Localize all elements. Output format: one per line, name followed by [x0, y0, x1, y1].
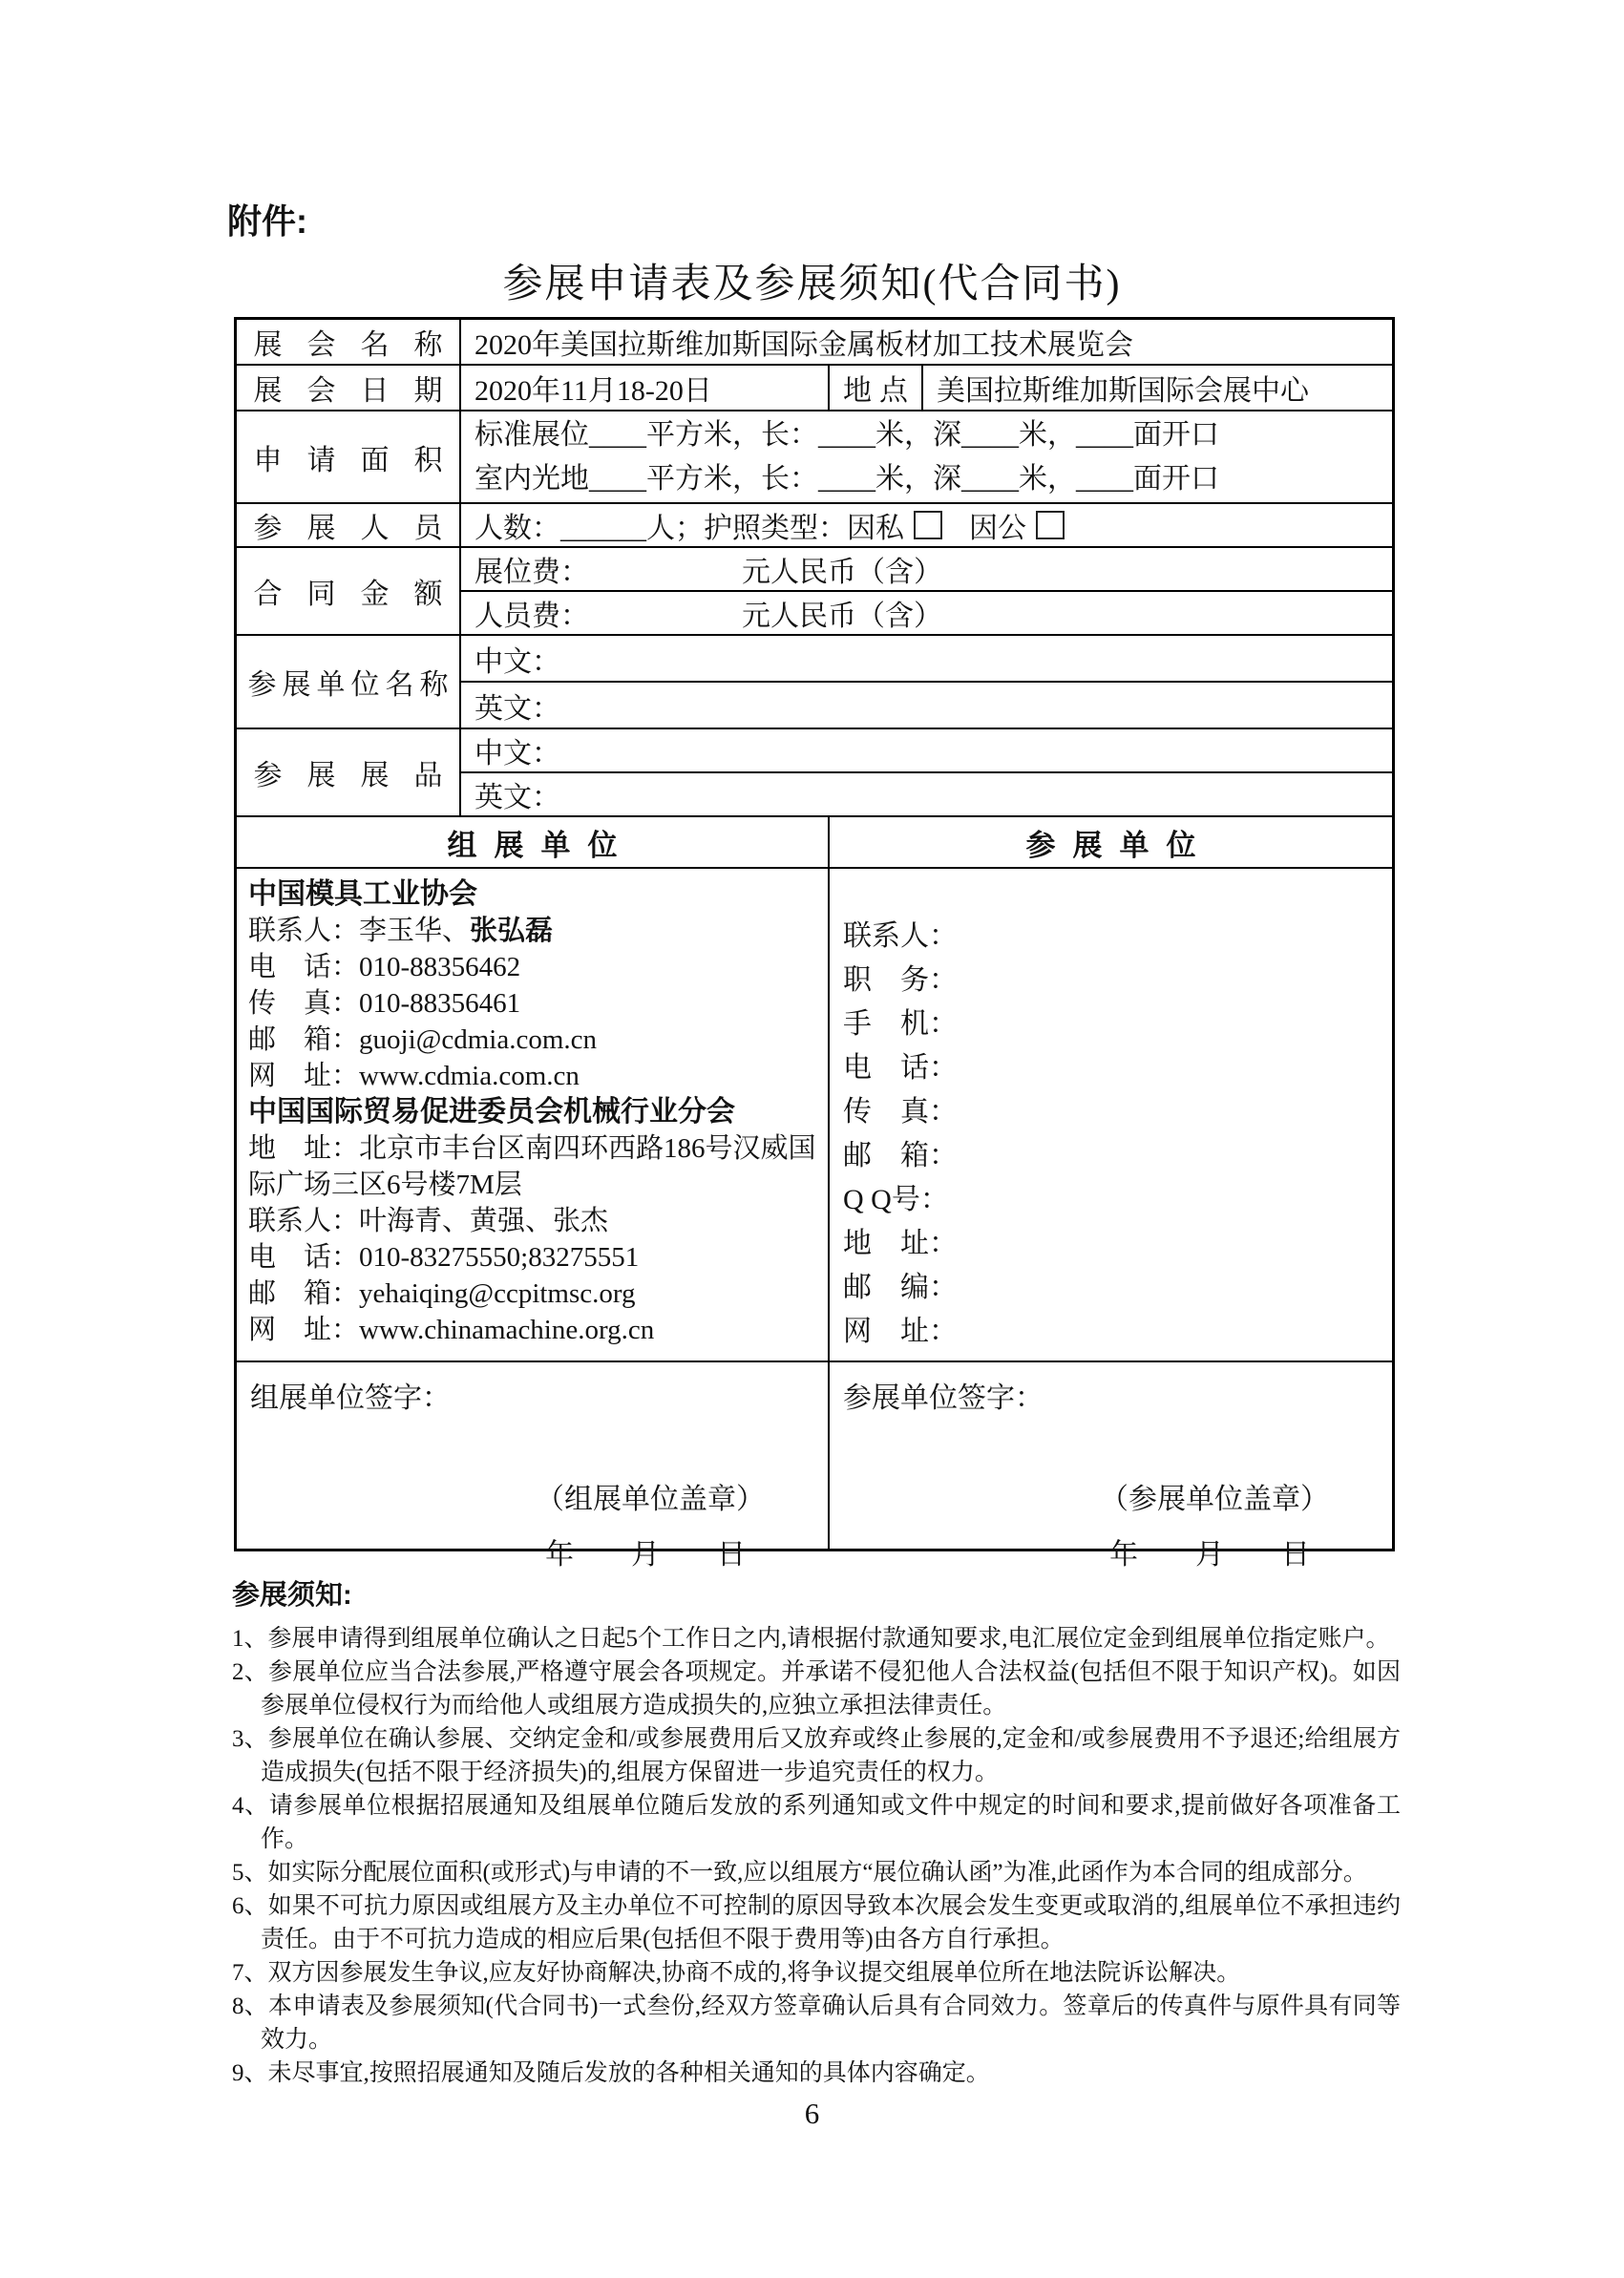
- notice-item-3: 3、参展单位在确认参展、交纳定金和/或参展费用后又放弃或终止参展的,定金和/或参展费用不予退还;给组展方造成损失(包括不限于经济损失)的,组展方保留进一步追究责任的权力。: [232, 1726, 1401, 1785]
- exhibitor-seal-label: （参展单位盖章）: [1100, 1484, 1329, 1515]
- exhibitor-field-line: [843, 1090, 1381, 1134]
- booth-fee-line: [461, 548, 1392, 590]
- organizer-org-name: 中国模具工业协会: [248, 878, 477, 910]
- exhibitor-field-label: 地 址：: [843, 1228, 958, 1259]
- exhibitor-field-label: 网 址：: [843, 1316, 958, 1347]
- notice-item-7: 7、双方因参展发生争议,应友好协商解决,协商不成的,将争议提交组展单位所在地法院诉讼解决。: [232, 1960, 1241, 1986]
- notice-item-8: 8、本申请表及参展须知(代合同书)一式叁份,经双方签章确认后具有合同效力。签章后的传真件与原件具有同等效力。: [232, 1993, 1401, 2053]
- exhibitor-fields-column: [830, 869, 1392, 1360]
- row-contract-amount: [237, 546, 1392, 634]
- exhibitor-field-label: 传 真：: [843, 1096, 958, 1128]
- staff-fee-label: 人员费：: [475, 601, 589, 632]
- exhibitor-field-line: [843, 1002, 1381, 1046]
- row-signatures: [237, 1360, 1392, 1571]
- field-value: 李玉华、: [359, 916, 471, 946]
- notice-item-4: 4、请参展单位根据招展通知及组展单位随后发放的系列通知或文件中规定的时间和要求,提前做好各项准备工作。: [232, 1793, 1401, 1852]
- field-value: yehaiqing@ccpitmsc.org: [359, 1278, 636, 1309]
- field-value-bold: 张弘磊: [470, 916, 554, 946]
- organizer-signature-cell[interactable]: [237, 1362, 830, 1571]
- notice-item-9: 9、未尽事宜,按照招展通知及随后发放的各种相关通知的具体内容确定。: [232, 2060, 990, 2086]
- exhibition-date-label-cell: [237, 366, 468, 410]
- organizer-seal-label: （组展单位盖章）: [536, 1484, 765, 1515]
- staff-label-cell: [237, 504, 468, 546]
- field-label: 电 话：: [248, 1242, 360, 1273]
- exhibitor-signature-cell[interactable]: [830, 1362, 1392, 1571]
- standard-booth-line[interactable]: 标准展位____平方米，长：____米，深____米，____面开口: [475, 418, 1219, 451]
- exhibition-name-value: 2020年美国拉斯维加斯国际金属板材加工技术展览会: [475, 329, 1133, 361]
- attachment-label: 附件:: [227, 201, 307, 241]
- booth-area-label-cell: [237, 411, 468, 502]
- field-value: www.cdmia.com.cn: [359, 1061, 580, 1091]
- exhibitor-field-line: [843, 1046, 1381, 1090]
- organizer-info-line: [248, 985, 816, 1022]
- application-table: [234, 317, 1395, 1571]
- field-label: 邮 箱：: [248, 1024, 360, 1055]
- organizer-info-line: [248, 1312, 816, 1348]
- exhibitor-field-blank-6[interactable]: [958, 1134, 1381, 1178]
- exhibitor-field-blank-8[interactable]: [958, 1222, 1381, 1266]
- field-value: 010-88356461: [359, 988, 521, 1019]
- booth-area-blanks[interactable]: [461, 411, 1392, 502]
- exhibition-name-label: 展会名称: [253, 329, 468, 361]
- exhibitor-field-line: [843, 1178, 1381, 1222]
- exhibitor-field-line: [843, 959, 1381, 1002]
- exhibits-en-blank[interactable]: 英文：: [461, 771, 1392, 815]
- exhibitor-field-label: 职 务：: [843, 964, 958, 996]
- field-label: 传 真：: [248, 988, 360, 1019]
- exhibitor-date-blank[interactable]: 年 月 日: [1109, 1539, 1310, 1571]
- exhibitor-field-blank-7[interactable]: [949, 1178, 1381, 1222]
- exhibitor-field-line: [843, 1310, 1381, 1354]
- company-name-label-cell: [237, 636, 461, 728]
- field-label: 邮 箱：: [248, 1278, 360, 1309]
- organizer-info-line: [248, 1130, 816, 1203]
- organizer-info-column: [237, 869, 830, 1360]
- row-section-header: [237, 815, 1392, 867]
- organizer-sign-label: 组展单位签字：: [250, 1382, 451, 1414]
- row-exhibits: [237, 728, 1392, 815]
- field-value: guoji@cdmia.com.cn: [359, 1024, 597, 1055]
- field-label: 电 话：: [248, 952, 360, 982]
- exhibitor-field-label: Q Q号：: [843, 1184, 949, 1215]
- notice-item-6: 6、如果不可抗力原因或组展方及主办单位不可控制的原因导致本次展会发生变更或取消的,组展单位不承担违约责任。由于不可抗力造成的相应后果(包括但不限于费用等)由各方自行承担。: [232, 1893, 1401, 1952]
- field-label: 联系人：: [248, 1206, 360, 1236]
- row-company-name: [237, 634, 1392, 728]
- exhibitor-field-blank-4[interactable]: [958, 1046, 1381, 1090]
- exhibitor-field-line: [843, 915, 1381, 959]
- company-name-values: [461, 636, 1392, 728]
- contract-amount-label-cell: [237, 548, 468, 634]
- field-value: 010-83275550;83275551: [359, 1242, 640, 1273]
- exhibitor-header-cell: [830, 817, 1392, 867]
- row-booth-area: [237, 410, 1392, 502]
- page-title: 参展申请表及参展须知(代合同书): [502, 263, 1122, 306]
- organizer-date-blank[interactable]: 年 月 日: [545, 1539, 746, 1571]
- passport-private-label: 因私: [847, 513, 904, 544]
- notice-item-1: 1、参展申请得到组展单位确认之日起5个工作日之内,请根据付款通知要求,电汇展位定金到组展单位指定账户。: [232, 1626, 1390, 1652]
- field-label: 联系人：: [248, 916, 360, 946]
- row-contact-info: [237, 867, 1392, 1360]
- organizer-info-line: [248, 1022, 816, 1058]
- staff-count-blank[interactable]: 人数：______人；护照类型：: [475, 513, 847, 544]
- staff-fee-unit: 元人民币（含）: [742, 601, 942, 632]
- exhibitor-field-blank-9[interactable]: [958, 1266, 1381, 1310]
- booth-area-label: 申请面积: [253, 444, 468, 476]
- location-value: 美国拉斯维加斯国际会展中心: [937, 375, 1309, 407]
- row-exhibition-date: [237, 364, 1392, 410]
- field-value: www.chinamachine.org.cn: [359, 1315, 655, 1345]
- page-number: 6: [804, 2097, 820, 2130]
- notice-item-2: 2、参展单位应当合法参展,严格遵守展会各项规定。并承诺不侵犯他人合法权益(包括但不限于知识产权)。如因参展单位侵权行为而给他人或组展方造成损失的,应独立承担法律责任。: [232, 1659, 1401, 1719]
- exhibitor-field-label: 邮 编：: [843, 1272, 958, 1303]
- company-name-label: 参展单位名称: [247, 669, 454, 701]
- location-label: 地点: [843, 375, 916, 407]
- booth-fee-label: 展位费：: [475, 557, 589, 588]
- organizer-info-line: [248, 949, 816, 985]
- exhibition-date-label: 展会日期: [253, 375, 468, 407]
- exhibitor-field-line: [843, 1266, 1381, 1310]
- contract-amount-label: 合同金额: [253, 579, 468, 610]
- field-label: 地 址：: [248, 1133, 360, 1164]
- field-value: 北京市丰台区南四环西路186号汉威国际广场三区6号楼7M层: [248, 1133, 816, 1200]
- staff-label: 参展人员: [253, 513, 468, 544]
- company-name-en-blank[interactable]: 英文：: [461, 681, 1392, 728]
- exhibitor-field-blank-1[interactable]: [958, 915, 1381, 959]
- exhibitor-field-label: 邮 箱：: [843, 1140, 958, 1171]
- notices-section: [232, 1573, 1401, 2090]
- exhibits-values: [461, 729, 1392, 815]
- exhibitor-field-blank-10[interactable]: [958, 1310, 1381, 1354]
- contract-amount-values: [461, 548, 1392, 634]
- exhibitor-field-blank-3[interactable]: [958, 1002, 1381, 1046]
- exhibitor-field-blank-2[interactable]: [958, 959, 1381, 1002]
- field-label: 网 址：: [248, 1061, 360, 1091]
- staff-fields: [461, 504, 1392, 546]
- notices-heading: 参展须知:: [232, 1580, 352, 1611]
- organizer-info-line: [248, 1203, 816, 1239]
- organizer-info-line: [248, 1239, 816, 1276]
- exhibitor-field-label: 电 话：: [843, 1052, 958, 1084]
- exhibitor-field-line: [843, 1222, 1381, 1266]
- exhibition-name-label-cell: [237, 320, 468, 364]
- organizer-info-line: [248, 913, 816, 949]
- field-label: 网 址：: [248, 1315, 360, 1345]
- raw-space-line[interactable]: 室内光地____平方米，长：____米，深____米，____面开口: [475, 462, 1219, 495]
- exhibitor-field-line: [843, 1134, 1381, 1178]
- notice-item-5: 5、如实际分配展位面积(或形式)与申请的不一致,应以组展方“展位确认函”为准,此函作为本合同的组成部分。: [232, 1860, 1367, 1886]
- exhibitor-field-label: 手 机：: [843, 1008, 958, 1040]
- exhibitor-sign-label: 参展单位签字：: [843, 1382, 1044, 1414]
- exhibitor-field-blank-5[interactable]: [958, 1090, 1381, 1134]
- organizer-info-line: [248, 1058, 816, 1094]
- organizer-info-line: [248, 1276, 816, 1312]
- organizer-header-cell: [237, 817, 830, 867]
- field-value: 叶海青、黄强、张杰: [359, 1206, 609, 1236]
- row-staff: [237, 502, 1392, 546]
- exhibits-label-cell: [237, 729, 468, 815]
- exhibits-cn-blank[interactable]: 中文：: [475, 738, 560, 770]
- exhibition-date-value: 2020年11月18-20日: [461, 366, 830, 410]
- organizer-org-name: 中国国际贸易促进委员会机械行业分会: [248, 1096, 735, 1128]
- exhibitor-header: 参展单位: [1025, 828, 1213, 862]
- staff-fee-line: [461, 590, 1392, 634]
- exhibits-label: 参展展品: [253, 760, 468, 791]
- passport-public-label: 因公: [969, 513, 1026, 544]
- booth-fee-unit: 元人民币（含）: [742, 557, 942, 588]
- exhibitor-field-label: 联系人：: [843, 920, 958, 952]
- passport-public-checkbox[interactable]: [1036, 511, 1065, 539]
- location-label-cell: [830, 366, 923, 410]
- company-name-cn-blank[interactable]: 中文：: [475, 645, 560, 678]
- notices-list: [232, 1622, 1401, 2090]
- field-value: 010-88356462: [359, 952, 521, 982]
- row-exhibition-name: [237, 320, 1392, 364]
- organizer-header: 组展单位: [447, 828, 635, 862]
- passport-private-checkbox[interactable]: [914, 511, 942, 539]
